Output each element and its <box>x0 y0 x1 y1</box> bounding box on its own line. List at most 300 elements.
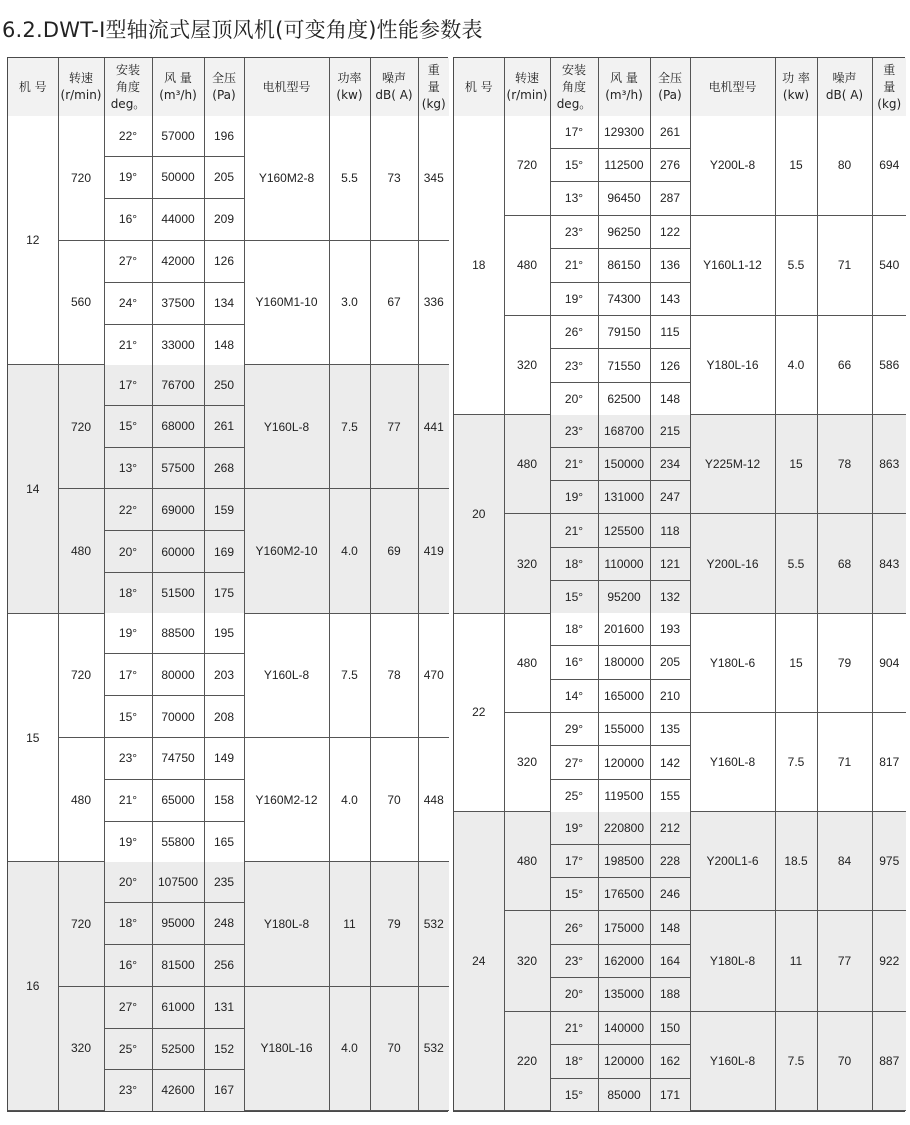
noise-cell: 73 <box>370 116 418 240</box>
airflow-cell: 155000 <box>598 712 650 745</box>
left-spec-table <box>8 58 449 1111</box>
pressure-cell: 210 <box>650 679 690 712</box>
machine-number-cell: 14 <box>8 365 58 614</box>
angle-cell: 21° <box>550 249 598 282</box>
pressure-cell: 167 <box>204 1070 244 1111</box>
machine-group <box>8 116 449 365</box>
left-spec-table-panel <box>7 57 448 1112</box>
angle-cell: 16° <box>104 944 152 986</box>
angle-cell: 18° <box>104 902 152 944</box>
angle-cell: 23° <box>550 415 598 447</box>
angle-cell: 20° <box>550 978 598 1011</box>
angle-cell: 18° <box>550 547 598 580</box>
power-cell: 18.5 <box>775 812 817 911</box>
speed-cell: 320 <box>504 712 550 811</box>
header-motor: 电机型号 <box>690 58 775 116</box>
table-row <box>454 514 906 547</box>
weight-cell: 863 <box>872 415 906 514</box>
airflow-cell: 79150 <box>598 316 650 349</box>
header-airflow: 风 量 (m³/h) <box>152 58 204 116</box>
speed-cell: 560 <box>58 240 104 364</box>
noise-cell: 70 <box>370 738 418 862</box>
angle-cell: 15° <box>550 1078 598 1110</box>
header-pressure: 全压 (Pa) <box>204 58 244 116</box>
pressure-cell: 169 <box>204 531 244 573</box>
pressure-cell: 132 <box>650 581 690 613</box>
machine-group <box>454 613 906 811</box>
table-row <box>8 862 449 903</box>
weight-cell: 904 <box>872 613 906 712</box>
pressure-cell: 261 <box>204 405 244 447</box>
noise-cell: 68 <box>817 514 872 613</box>
header-speed: 转速 (r/min) <box>504 58 550 116</box>
pressure-cell: 228 <box>650 844 690 877</box>
pressure-cell: 142 <box>650 746 690 779</box>
header-noise: 噪声 dB( A) <box>370 58 418 116</box>
header-noise: 噪声 dB( A) <box>817 58 872 116</box>
power-cell: 3.0 <box>329 240 370 364</box>
power-cell: 4.0 <box>329 489 370 613</box>
airflow-cell: 85000 <box>598 1078 650 1110</box>
table-row <box>8 613 449 654</box>
angle-cell: 20° <box>550 382 598 414</box>
weight-cell: 922 <box>872 911 906 1011</box>
airflow-cell: 110000 <box>598 547 650 580</box>
noise-cell: 71 <box>817 215 872 315</box>
pressure-cell: 162 <box>650 1045 690 1078</box>
pressure-cell: 276 <box>650 148 690 181</box>
angle-cell: 18° <box>550 613 598 645</box>
speed-cell: 320 <box>504 911 550 1011</box>
power-cell: 4.0 <box>775 316 817 415</box>
speed-cell: 220 <box>504 1011 550 1110</box>
angle-cell: 24° <box>104 282 152 324</box>
noise-cell: 67 <box>370 240 418 364</box>
pressure-cell: 268 <box>204 447 244 489</box>
header-weight: 重 量 (kg) <box>418 58 449 116</box>
angle-cell: 23° <box>550 215 598 248</box>
airflow-cell: 74300 <box>598 282 650 315</box>
motor-model-cell: Y160L-8 <box>690 712 775 811</box>
pressure-cell: 209 <box>204 198 244 240</box>
airflow-cell: 107500 <box>152 862 204 903</box>
pressure-cell: 122 <box>650 215 690 248</box>
power-cell: 5.5 <box>329 116 370 240</box>
power-cell: 15 <box>775 613 817 712</box>
header-pressure: 全压 (Pa) <box>650 58 690 116</box>
header-weight: 重 量 (kg) <box>872 58 906 116</box>
angle-cell: 23° <box>550 349 598 382</box>
table-row <box>8 986 449 1028</box>
pressure-cell: 115 <box>650 316 690 349</box>
airflow-cell: 50000 <box>152 157 204 199</box>
pressure-cell: 208 <box>204 696 244 738</box>
angle-cell: 19° <box>550 481 598 514</box>
airflow-cell: 96250 <box>598 215 650 248</box>
airflow-cell: 86150 <box>598 249 650 282</box>
header-machine-no: 机 号 <box>454 58 504 116</box>
noise-cell: 78 <box>370 613 418 737</box>
header-angle: 安装 角度 deg。 <box>104 58 152 116</box>
weight-cell: 419 <box>418 489 449 613</box>
pressure-cell: 136 <box>650 249 690 282</box>
speed-cell: 720 <box>58 365 104 489</box>
power-cell: 7.5 <box>329 613 370 737</box>
angle-cell: 17° <box>104 654 152 696</box>
machine-group <box>454 415 906 613</box>
table-row <box>454 911 906 944</box>
machine-number-cell: 22 <box>454 613 504 811</box>
pressure-cell: 212 <box>650 812 690 844</box>
airflow-cell: 201600 <box>598 613 650 645</box>
pressure-cell: 203 <box>204 654 244 696</box>
noise-cell: 70 <box>370 986 418 1110</box>
pressure-cell: 118 <box>650 514 690 547</box>
weight-cell: 843 <box>872 514 906 613</box>
table-row <box>454 613 906 645</box>
angle-cell: 15° <box>550 148 598 181</box>
angle-cell: 17° <box>104 365 152 406</box>
power-cell: 15 <box>775 415 817 514</box>
angle-cell: 21° <box>550 447 598 480</box>
header-motor: 电机型号 <box>244 58 329 116</box>
speed-cell: 720 <box>58 116 104 240</box>
machine-number-cell: 20 <box>454 415 504 613</box>
table-row <box>8 365 449 406</box>
pressure-cell: 135 <box>650 712 690 745</box>
airflow-cell: 57000 <box>152 116 204 157</box>
airflow-cell: 198500 <box>598 844 650 877</box>
angle-cell: 22° <box>104 116 152 157</box>
pressure-cell: 235 <box>204 862 244 903</box>
angle-cell: 25° <box>104 1028 152 1070</box>
angle-cell: 15° <box>104 405 152 447</box>
pressure-cell: 149 <box>204 738 244 780</box>
angle-cell: 21° <box>550 514 598 547</box>
motor-model-cell: Y200L-8 <box>690 116 775 215</box>
airflow-cell: 71550 <box>598 349 650 382</box>
pressure-cell: 148 <box>650 382 690 414</box>
angle-cell: 16° <box>104 198 152 240</box>
power-cell: 4.0 <box>329 738 370 862</box>
airflow-cell: 180000 <box>598 646 650 679</box>
angle-cell: 27° <box>104 240 152 282</box>
table-row <box>8 738 449 780</box>
pressure-cell: 159 <box>204 489 244 531</box>
angle-cell: 20° <box>104 531 152 573</box>
motor-model-cell: Y200L-16 <box>690 514 775 613</box>
pressure-cell: 148 <box>650 911 690 944</box>
airflow-cell: 60000 <box>152 531 204 573</box>
angle-cell: 21° <box>104 779 152 821</box>
machine-number-cell: 15 <box>8 613 58 862</box>
pressure-cell: 131 <box>204 986 244 1028</box>
pressure-cell: 126 <box>204 240 244 282</box>
noise-cell: 66 <box>817 316 872 415</box>
power-cell: 7.5 <box>329 365 370 489</box>
angle-cell: 18° <box>104 573 152 614</box>
angle-cell: 22° <box>104 489 152 531</box>
angle-cell: 16° <box>550 646 598 679</box>
airflow-cell: 125500 <box>598 514 650 547</box>
speed-cell: 480 <box>504 812 550 911</box>
noise-cell: 70 <box>817 1011 872 1110</box>
speed-cell: 480 <box>504 613 550 712</box>
speed-cell: 720 <box>504 116 550 215</box>
airflow-cell: 129300 <box>598 116 650 148</box>
airflow-cell: 61000 <box>152 986 204 1028</box>
machine-group <box>8 365 449 614</box>
machine-group <box>8 613 449 862</box>
angle-cell: 29° <box>550 712 598 745</box>
motor-model-cell: Y160L1-12 <box>690 215 775 315</box>
noise-cell: 84 <box>817 812 872 911</box>
airflow-cell: 81500 <box>152 944 204 986</box>
pressure-cell: 261 <box>650 116 690 148</box>
motor-model-cell: Y160M2-10 <box>244 489 329 613</box>
noise-cell: 79 <box>817 613 872 712</box>
pressure-cell: 246 <box>650 877 690 910</box>
airflow-cell: 76700 <box>152 365 204 406</box>
angle-cell: 15° <box>550 581 598 613</box>
weight-cell: 441 <box>418 365 449 489</box>
weight-cell: 887 <box>872 1011 906 1110</box>
pressure-cell: 155 <box>650 779 690 811</box>
pressure-cell: 164 <box>650 944 690 977</box>
header-power: 功 率 (kw) <box>775 58 817 116</box>
pressure-cell: 215 <box>650 415 690 447</box>
machine-group <box>454 812 906 1111</box>
motor-model-cell: Y160L-8 <box>244 613 329 737</box>
machine-group <box>8 862 449 1111</box>
airflow-cell: 74750 <box>152 738 204 780</box>
airflow-cell: 165000 <box>598 679 650 712</box>
motor-model-cell: Y225M-12 <box>690 415 775 514</box>
angle-cell: 15° <box>104 696 152 738</box>
machine-number-cell: 12 <box>8 116 58 365</box>
angle-cell: 19° <box>104 613 152 654</box>
noise-cell: 79 <box>370 862 418 986</box>
airflow-cell: 52500 <box>152 1028 204 1070</box>
pressure-cell: 121 <box>650 547 690 580</box>
airflow-cell: 65000 <box>152 779 204 821</box>
airflow-cell: 69000 <box>152 489 204 531</box>
pressure-cell: 193 <box>650 613 690 645</box>
table-row <box>8 240 449 282</box>
angle-cell: 17° <box>550 844 598 877</box>
airflow-cell: 120000 <box>598 1045 650 1078</box>
pressure-cell: 247 <box>650 481 690 514</box>
pressure-cell: 175 <box>204 573 244 614</box>
airflow-cell: 162000 <box>598 944 650 977</box>
angle-cell: 25° <box>550 779 598 811</box>
weight-cell: 975 <box>872 812 906 911</box>
pressure-cell: 126 <box>650 349 690 382</box>
power-cell: 4.0 <box>329 986 370 1110</box>
power-cell: 11 <box>775 911 817 1011</box>
weight-cell: 448 <box>418 738 449 862</box>
noise-cell: 78 <box>817 415 872 514</box>
power-cell: 15 <box>775 116 817 215</box>
speed-cell: 320 <box>58 986 104 1110</box>
pressure-cell: 143 <box>650 282 690 315</box>
motor-model-cell: Y180L-8 <box>690 911 775 1011</box>
airflow-cell: 62500 <box>598 382 650 414</box>
speed-cell: 480 <box>58 489 104 613</box>
weight-cell: 586 <box>872 316 906 415</box>
table-row <box>454 316 906 349</box>
right-spec-table <box>454 58 906 1111</box>
table-row <box>8 489 449 531</box>
noise-cell: 77 <box>817 911 872 1011</box>
motor-model-cell: Y180L-8 <box>244 862 329 986</box>
speed-cell: 720 <box>58 613 104 737</box>
table-row <box>454 1011 906 1044</box>
airflow-cell: 33000 <box>152 324 204 365</box>
table-row <box>8 116 449 157</box>
motor-model-cell: Y180L-16 <box>244 986 329 1110</box>
noise-cell: 71 <box>817 712 872 811</box>
angle-cell: 19° <box>550 282 598 315</box>
angle-cell: 27° <box>104 986 152 1028</box>
power-cell: 11 <box>329 862 370 986</box>
weight-cell: 470 <box>418 613 449 737</box>
motor-model-cell: Y160M2-12 <box>244 738 329 862</box>
pressure-cell: 196 <box>204 116 244 157</box>
airflow-cell: 57500 <box>152 447 204 489</box>
airflow-cell: 96450 <box>598 182 650 215</box>
motor-model-cell: Y180L-16 <box>690 316 775 415</box>
weight-cell: 336 <box>418 240 449 364</box>
airflow-cell: 168700 <box>598 415 650 447</box>
header-angle: 安装 角度 deg。 <box>550 58 598 116</box>
airflow-cell: 37500 <box>152 282 204 324</box>
angle-cell: 19° <box>550 812 598 844</box>
machine-number-cell: 16 <box>8 862 58 1111</box>
table-row <box>454 712 906 745</box>
airflow-cell: 68000 <box>152 405 204 447</box>
page-title: 6.2.DWT-Ⅰ型轴流式屋顶风机(可变角度)性能参数表 <box>2 18 483 42</box>
angle-cell: 21° <box>550 1011 598 1044</box>
motor-model-cell: Y180L-6 <box>690 613 775 712</box>
airflow-cell: 119500 <box>598 779 650 811</box>
airflow-cell: 150000 <box>598 447 650 480</box>
header-power: 功率 (kw) <box>329 58 370 116</box>
header-machine-no: 机 号 <box>8 58 58 116</box>
table-row <box>454 215 906 248</box>
pressure-cell: 171 <box>650 1078 690 1110</box>
noise-cell: 69 <box>370 489 418 613</box>
weight-cell: 345 <box>418 116 449 240</box>
pressure-cell: 165 <box>204 821 244 862</box>
weight-cell: 532 <box>418 986 449 1110</box>
pressure-cell: 134 <box>204 282 244 324</box>
pressure-cell: 188 <box>650 978 690 1011</box>
pressure-cell: 195 <box>204 613 244 654</box>
pressure-cell: 248 <box>204 902 244 944</box>
table-header-row <box>454 58 906 116</box>
angle-cell: 23° <box>104 1070 152 1111</box>
airflow-cell: 140000 <box>598 1011 650 1044</box>
angle-cell: 20° <box>104 862 152 903</box>
motor-model-cell: Y160L-8 <box>244 365 329 489</box>
angle-cell: 18° <box>550 1045 598 1078</box>
power-cell: 7.5 <box>775 712 817 811</box>
pressure-cell: 152 <box>204 1028 244 1070</box>
airflow-cell: 135000 <box>598 978 650 1011</box>
speed-cell: 320 <box>504 514 550 613</box>
power-cell: 5.5 <box>775 215 817 315</box>
angle-cell: 13° <box>104 447 152 489</box>
table-row <box>454 812 906 844</box>
airflow-cell: 95200 <box>598 581 650 613</box>
pressure-cell: 234 <box>650 447 690 480</box>
angle-cell: 17° <box>550 116 598 148</box>
angle-cell: 26° <box>550 316 598 349</box>
airflow-cell: 51500 <box>152 573 204 614</box>
speed-cell: 480 <box>504 215 550 315</box>
speed-cell: 720 <box>58 862 104 986</box>
noise-cell: 80 <box>817 116 872 215</box>
airflow-cell: 70000 <box>152 696 204 738</box>
header-airflow: 风 量 (m³/h) <box>598 58 650 116</box>
airflow-cell: 42000 <box>152 240 204 282</box>
machine-number-cell: 18 <box>454 116 504 415</box>
table-row <box>454 415 906 447</box>
speed-cell: 480 <box>58 738 104 862</box>
airflow-cell: 88500 <box>152 613 204 654</box>
pressure-cell: 250 <box>204 365 244 406</box>
pressure-cell: 158 <box>204 779 244 821</box>
pressure-cell: 256 <box>204 944 244 986</box>
airflow-cell: 175000 <box>598 911 650 944</box>
weight-cell: 532 <box>418 862 449 986</box>
machine-number-cell: 24 <box>454 812 504 1111</box>
angle-cell: 21° <box>104 324 152 365</box>
weight-cell: 540 <box>872 215 906 315</box>
motor-model-cell: Y160L-8 <box>690 1011 775 1110</box>
pressure-cell: 150 <box>650 1011 690 1044</box>
airflow-cell: 42600 <box>152 1070 204 1111</box>
pressure-cell: 205 <box>204 157 244 199</box>
angle-cell: 23° <box>550 944 598 977</box>
pressure-cell: 148 <box>204 324 244 365</box>
airflow-cell: 112500 <box>598 148 650 181</box>
motor-model-cell: Y160M1-10 <box>244 240 329 364</box>
angle-cell: 27° <box>550 746 598 779</box>
right-spec-table-panel <box>453 57 905 1112</box>
machine-group <box>454 116 906 415</box>
speed-cell: 320 <box>504 316 550 415</box>
table-row <box>454 116 906 148</box>
weight-cell: 817 <box>872 712 906 811</box>
header-speed: 转速 (r/min) <box>58 58 104 116</box>
angle-cell: 19° <box>104 821 152 862</box>
motor-model-cell: Y160M2-8 <box>244 116 329 240</box>
table-header-row <box>8 58 449 116</box>
airflow-cell: 44000 <box>152 198 204 240</box>
power-cell: 7.5 <box>775 1011 817 1110</box>
airflow-cell: 220800 <box>598 812 650 844</box>
airflow-cell: 55800 <box>152 821 204 862</box>
airflow-cell: 120000 <box>598 746 650 779</box>
angle-cell: 15° <box>550 877 598 910</box>
airflow-cell: 95000 <box>152 902 204 944</box>
angle-cell: 26° <box>550 911 598 944</box>
pressure-cell: 205 <box>650 646 690 679</box>
pressure-cell: 287 <box>650 182 690 215</box>
angle-cell: 23° <box>104 738 152 780</box>
